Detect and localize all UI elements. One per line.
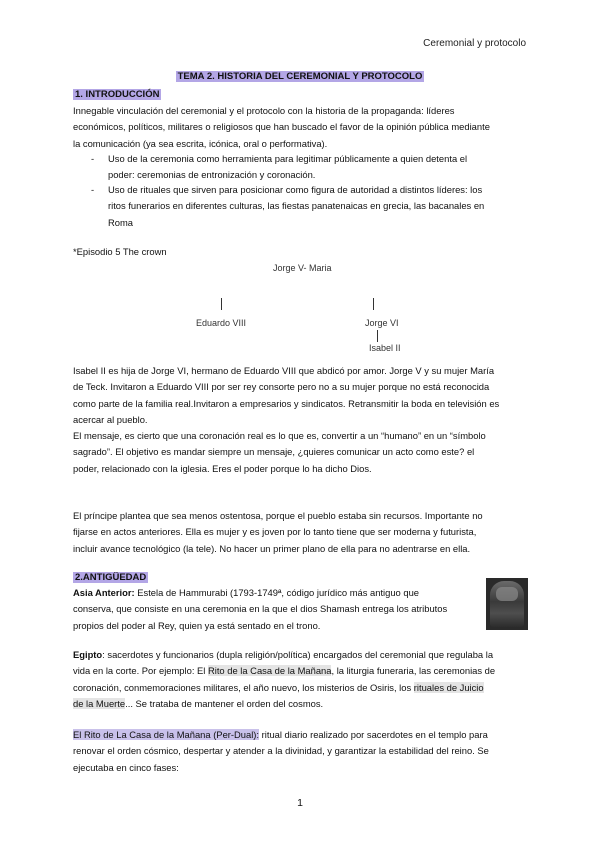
section-heading-introduccion xyxy=(73,89,161,100)
text-line: Uso de rituales que sirven para posicionar como figura de autoridad a distintos líderes: los xyxy=(108,184,483,195)
bullet-dash: - xyxy=(91,184,95,195)
tree-grandchild-label: Isabel II xyxy=(369,343,401,353)
text-line: poder, relacionado con la iglesia. Eres el poder porque lo ha dicho Dios. xyxy=(73,462,372,474)
text-line: ritos funerarios en diferentes culturas, las fiestas panatenaicas en grecia, las bacanales en xyxy=(108,200,485,212)
tree-right-label: Jorge VI xyxy=(365,318,399,328)
hammurabi-stele-image xyxy=(486,578,528,630)
asia-label: Asia Anterior: xyxy=(73,587,135,598)
text-line: conserva, que consiste en una ceremonia en la que el dios Shamash entrega los atributos xyxy=(73,603,448,615)
text-line: incluir avance tecnológico (la tele). No hacer un primer plano de ella para no adentrarse en ella. xyxy=(73,542,471,554)
text-fragment: ritual diario realizado por sacerdotes en el templo para xyxy=(259,729,488,740)
section-heading-antiguedad xyxy=(73,572,148,583)
highlight-rito-title: El Rito de La Casa de la Mañana (Per-Dual): xyxy=(73,729,260,740)
text-fragment: Estela de Hammurabi (1793-1749ª, código jurídico más antiguo que xyxy=(134,587,420,598)
text-fragment: , la liturgia funeraria, las ceremonias de xyxy=(331,665,496,677)
text-fragment: vida en la corte. Por ejemplo: El xyxy=(73,665,208,677)
paragraph-isabel xyxy=(73,363,527,428)
text-fragment: coronación, conmemoraciones militares, el año nuevo, los misterios de Osiris, los xyxy=(73,681,414,693)
text-line: Roma xyxy=(108,216,134,228)
highlight-rito: Rito de la Casa de la Mañana xyxy=(207,665,332,677)
text-line: El príncipe plantea que sea menos ostentosa, porque el pueblo estaba sin recursos. Importante no xyxy=(73,510,483,521)
text-line: propios del poder al Rey, quien ya está sentado en el trono. xyxy=(73,619,321,631)
tree-root-label: Jorge V- Maria xyxy=(273,263,332,273)
text-line: como parte de la familia real.Invitaron a empresarios y sindicatos. Retransmitir la boda en televisión es xyxy=(73,397,500,409)
document-title-text: TEMA 2. HISTORIA DEL CEREMONIAL Y PROTOCOLO xyxy=(177,71,423,82)
text-line: Innegable vinculación del ceremonial y el protocolo con la historia de la propaganda: líderes xyxy=(73,105,455,116)
bullet-item xyxy=(91,182,527,231)
paragraph-mensaje xyxy=(73,428,527,477)
running-header: Ceremonial y protocolo xyxy=(423,38,526,49)
paragraph-egipto xyxy=(73,647,527,712)
intro-paragraph xyxy=(73,103,527,152)
text-line: Isabel II es hija de Jorge VI, hermano de Eduardo VIII que abdicó por amor. Jorge V y su mujer María xyxy=(73,365,495,376)
section-heading-text: 2.ANTIGÜEDAD xyxy=(75,572,147,583)
highlight-juicio: rituales de Juicio xyxy=(413,681,484,693)
document-title xyxy=(0,71,600,82)
paragraph-principe xyxy=(73,508,527,557)
text-line: El mensaje, es cierto que una coronación real es lo que es, convertir a un “humano” en un “símbolo xyxy=(73,430,486,441)
text-line: renovar el orden cósmico, despertar y atender a la divinidad, y garantizar la estabilidad del reino. Se xyxy=(73,745,489,757)
text-fragment: ... Se trataba de mantener el orden del cosmos. xyxy=(125,697,324,709)
episode-note: *Episodio 5 The crown xyxy=(73,246,167,257)
text-fragment: : sacerdotes y funcionarios (dupla religión/política) encargados del ceremonial que regulaba la xyxy=(102,649,494,660)
paragraph-asia-anterior xyxy=(73,585,477,634)
text-line: sagrado”. El objetivo es mandar siempre un mensaje, ¿quieres comunicar un acto como este? el xyxy=(73,446,475,458)
text-line: ejecutaba en cinco fases: xyxy=(73,761,179,773)
text-line: económicos, políticos, militares o religiosos que han buscado el favor de la opinión pública mediante xyxy=(73,121,490,133)
section-heading-text: 1. INTRODUCCIÓN xyxy=(75,89,160,100)
tree-left-label: Eduardo VIII xyxy=(196,318,247,328)
text-line: acercar al pueblo. xyxy=(73,413,148,425)
egipto-label: Egipto xyxy=(73,649,103,660)
bullet-item xyxy=(91,151,527,184)
text-line: de Teck. Invitaron a Eduardo VIII por ser rey consorte pero no a su mujer porque no está reconocida xyxy=(73,381,490,393)
text-line: Uso de la ceremonia como herramienta para legitimar públicamente a quien detenta el xyxy=(108,153,468,164)
bullet-dash: - xyxy=(91,153,95,164)
tree-connector xyxy=(221,298,222,310)
highlight-muerte: de la Muerte xyxy=(73,697,126,709)
text-line: fijarse en actos anteriores. Ella es mujer y es joven por lo tanto tiene que ser moderna y futurista, xyxy=(73,526,477,538)
tree-connector xyxy=(377,330,378,342)
text-line: la comunicación (ya sea escrita, icónica, oral o performativa). xyxy=(73,137,328,149)
paragraph-rito-casa-manana xyxy=(73,727,527,776)
tree-connector xyxy=(373,298,374,310)
text-line: poder: ceremonias de entronización y coronación. xyxy=(108,169,316,181)
page-number: 1 xyxy=(297,797,303,809)
